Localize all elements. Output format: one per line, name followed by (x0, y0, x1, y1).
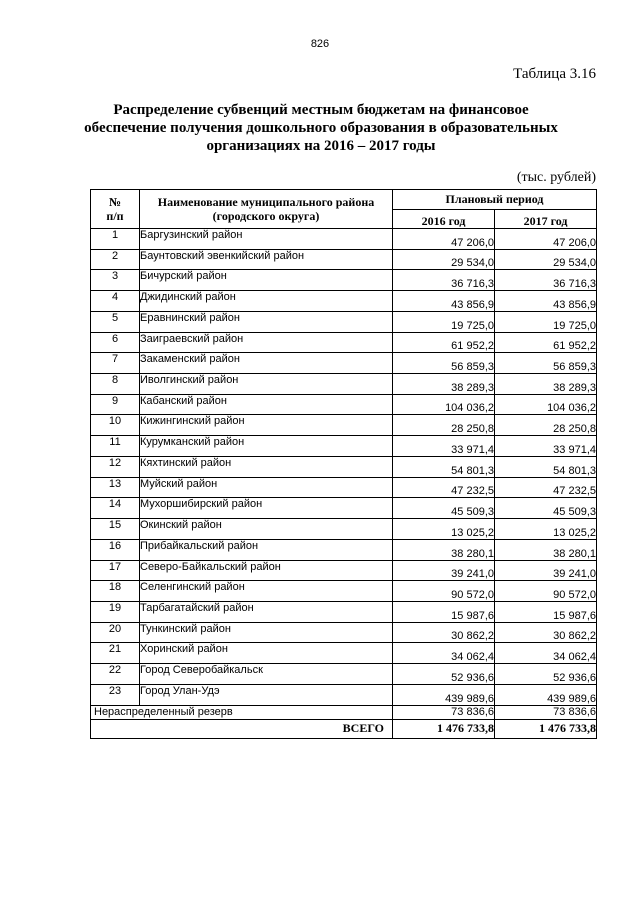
total-2017: 1 476 733,8 (495, 719, 597, 738)
row-number: 19 (91, 601, 140, 622)
table-row (91, 664, 597, 685)
units-label: (тыс. рублей) (516, 170, 596, 185)
value-2017: 30 862,2 (495, 622, 597, 643)
header-year-2016: 2016 год (393, 209, 495, 229)
reserve-row (91, 705, 597, 719)
table-row (91, 332, 597, 353)
row-number: 11 (91, 436, 140, 457)
value-2016: 47 232,5 (393, 477, 495, 498)
district-name: Курумканский район (140, 436, 393, 457)
district-name: Джидинский район (140, 291, 393, 312)
value-2016: 29 534,0 (393, 249, 495, 270)
table-row (91, 539, 597, 560)
value-2017: 34 062,4 (495, 643, 597, 664)
row-number: 2 (91, 249, 140, 270)
value-2017: 104 036,2 (495, 394, 597, 415)
table-row (91, 374, 597, 395)
table-row (91, 519, 597, 540)
row-number: 6 (91, 332, 140, 353)
row-number: 8 (91, 374, 140, 395)
value-2016: 38 289,3 (393, 374, 495, 395)
table-row (91, 311, 597, 332)
value-2016: 28 250,8 (393, 415, 495, 436)
district-name: Кяхтинский район (140, 456, 393, 477)
header-num-line2: п/п (106, 209, 124, 223)
value-2017: 47 206,0 (495, 229, 597, 250)
total-2016: 1 476 733,8 (393, 719, 495, 738)
row-number: 10 (91, 415, 140, 436)
table-row (91, 394, 597, 415)
district-name: Муйский район (140, 477, 393, 498)
reserve-2016: 73 836,6 (393, 705, 495, 719)
table-row (91, 684, 597, 705)
value-2016: 39 241,0 (393, 560, 495, 581)
table-row (91, 249, 597, 270)
value-2017: 90 572,0 (495, 581, 597, 602)
page-number: 826 (310, 38, 330, 50)
district-name: Мухоршибирский район (140, 498, 393, 519)
row-number: 13 (91, 477, 140, 498)
row-number: 22 (91, 664, 140, 685)
reserve-label: Нераспределенный резерв (91, 705, 393, 719)
table-row (91, 477, 597, 498)
district-name: Иволгинский район (140, 374, 393, 395)
value-2016: 13 025,2 (393, 519, 495, 540)
district-name: Еравнинский район (140, 311, 393, 332)
header-planned-period: Плановый период (393, 190, 597, 210)
title-line: обеспечение получения дошкольного образования в образовательных (84, 120, 558, 136)
district-name: Баунтовский эвенкийский район (140, 249, 393, 270)
value-2016: 104 036,2 (393, 394, 495, 415)
district-name: Кижингинский район (140, 415, 393, 436)
table-row (91, 436, 597, 457)
district-name: Кабанский район (140, 394, 393, 415)
table-label: Таблица 3.16 (513, 66, 596, 82)
value-2016: 439 989,6 (393, 684, 495, 705)
table-row (91, 581, 597, 602)
value-2016: 52 936,6 (393, 664, 495, 685)
value-2016: 36 716,3 (393, 270, 495, 291)
table-row (91, 560, 597, 581)
value-2017: 33 971,4 (495, 436, 597, 457)
district-name: Заиграевский район (140, 332, 393, 353)
value-2017: 43 856,9 (495, 291, 597, 312)
district-name: Баргузинский район (140, 229, 393, 250)
value-2017: 36 716,3 (495, 270, 597, 291)
value-2017: 56 859,3 (495, 353, 597, 374)
district-name: Бичурский район (140, 270, 393, 291)
total-row (91, 719, 597, 738)
value-2017: 38 289,3 (495, 374, 597, 395)
reserve-2017: 73 836,6 (495, 705, 597, 719)
table-row (91, 229, 597, 250)
row-number: 1 (91, 229, 140, 250)
value-2016: 33 971,4 (393, 436, 495, 457)
value-2016: 54 801,3 (393, 456, 495, 477)
value-2016: 56 859,3 (393, 353, 495, 374)
value-2017: 61 952,2 (495, 332, 597, 353)
table-row (91, 601, 597, 622)
row-number: 21 (91, 643, 140, 664)
district-name: Северо-Байкальский район (140, 560, 393, 581)
row-number: 16 (91, 539, 140, 560)
table-row (91, 291, 597, 312)
value-2016: 47 206,0 (393, 229, 495, 250)
value-2016: 61 952,2 (393, 332, 495, 353)
row-number: 18 (91, 581, 140, 602)
row-number: 5 (91, 311, 140, 332)
value-2016: 34 062,4 (393, 643, 495, 664)
district-name: Тарбагатайский район (140, 601, 393, 622)
value-2017: 45 509,3 (495, 498, 597, 519)
title-line: организациях на 2016 – 2017 годы (206, 138, 436, 154)
header-name-line2: (городского округа) (212, 209, 320, 223)
value-2017: 15 987,6 (495, 601, 597, 622)
value-2016: 15 987,6 (393, 601, 495, 622)
row-number: 20 (91, 622, 140, 643)
row-number: 7 (91, 353, 140, 374)
value-2017: 52 936,6 (495, 664, 597, 685)
value-2017: 54 801,3 (495, 456, 597, 477)
value-2017: 39 241,0 (495, 560, 597, 581)
value-2016: 45 509,3 (393, 498, 495, 519)
document-title (60, 101, 582, 155)
row-number: 12 (91, 456, 140, 477)
value-2017: 28 250,8 (495, 415, 597, 436)
row-number: 4 (91, 291, 140, 312)
value-2017: 38 280,1 (495, 539, 597, 560)
value-2017: 13 025,2 (495, 519, 597, 540)
table-row (91, 415, 597, 436)
district-name: Прибайкальский район (140, 539, 393, 560)
district-name: Город Улан-Удэ (140, 684, 393, 705)
row-number: 23 (91, 684, 140, 705)
table-row (91, 643, 597, 664)
table-row (91, 456, 597, 477)
header-num-line1: № (108, 195, 122, 209)
value-2017: 47 232,5 (495, 477, 597, 498)
value-2016: 43 856,9 (393, 291, 495, 312)
row-number: 14 (91, 498, 140, 519)
row-number: 17 (91, 560, 140, 581)
table-row (91, 498, 597, 519)
total-label: ВСЕГО (91, 719, 393, 738)
value-2017: 19 725,0 (495, 311, 597, 332)
value-2016: 38 280,1 (393, 539, 495, 560)
district-name: Селенгинский район (140, 581, 393, 602)
header-name-line1: Наименование муниципального района (157, 195, 375, 209)
table-row (91, 622, 597, 643)
value-2016: 19 725,0 (393, 311, 495, 332)
table-row (91, 353, 597, 374)
table-row (91, 270, 597, 291)
row-number: 9 (91, 394, 140, 415)
value-2016: 90 572,0 (393, 581, 495, 602)
value-2017: 439 989,6 (495, 684, 597, 705)
title-line: Распределение субвенций местным бюджетам на финансовое (113, 102, 529, 118)
header-year-2017: 2017 год (495, 209, 597, 229)
row-number: 3 (91, 270, 140, 291)
value-2017: 29 534,0 (495, 249, 597, 270)
district-name: Тункинский район (140, 622, 393, 643)
value-2016: 30 862,2 (393, 622, 495, 643)
row-number: 15 (91, 519, 140, 540)
district-name: Хоринский район (140, 643, 393, 664)
district-name: Окинский район (140, 519, 393, 540)
header-name (140, 190, 393, 229)
district-name: Город Северобайкальск (140, 664, 393, 685)
subvention-table (90, 189, 597, 739)
header-num (91, 190, 140, 229)
district-name: Закаменский район (140, 353, 393, 374)
